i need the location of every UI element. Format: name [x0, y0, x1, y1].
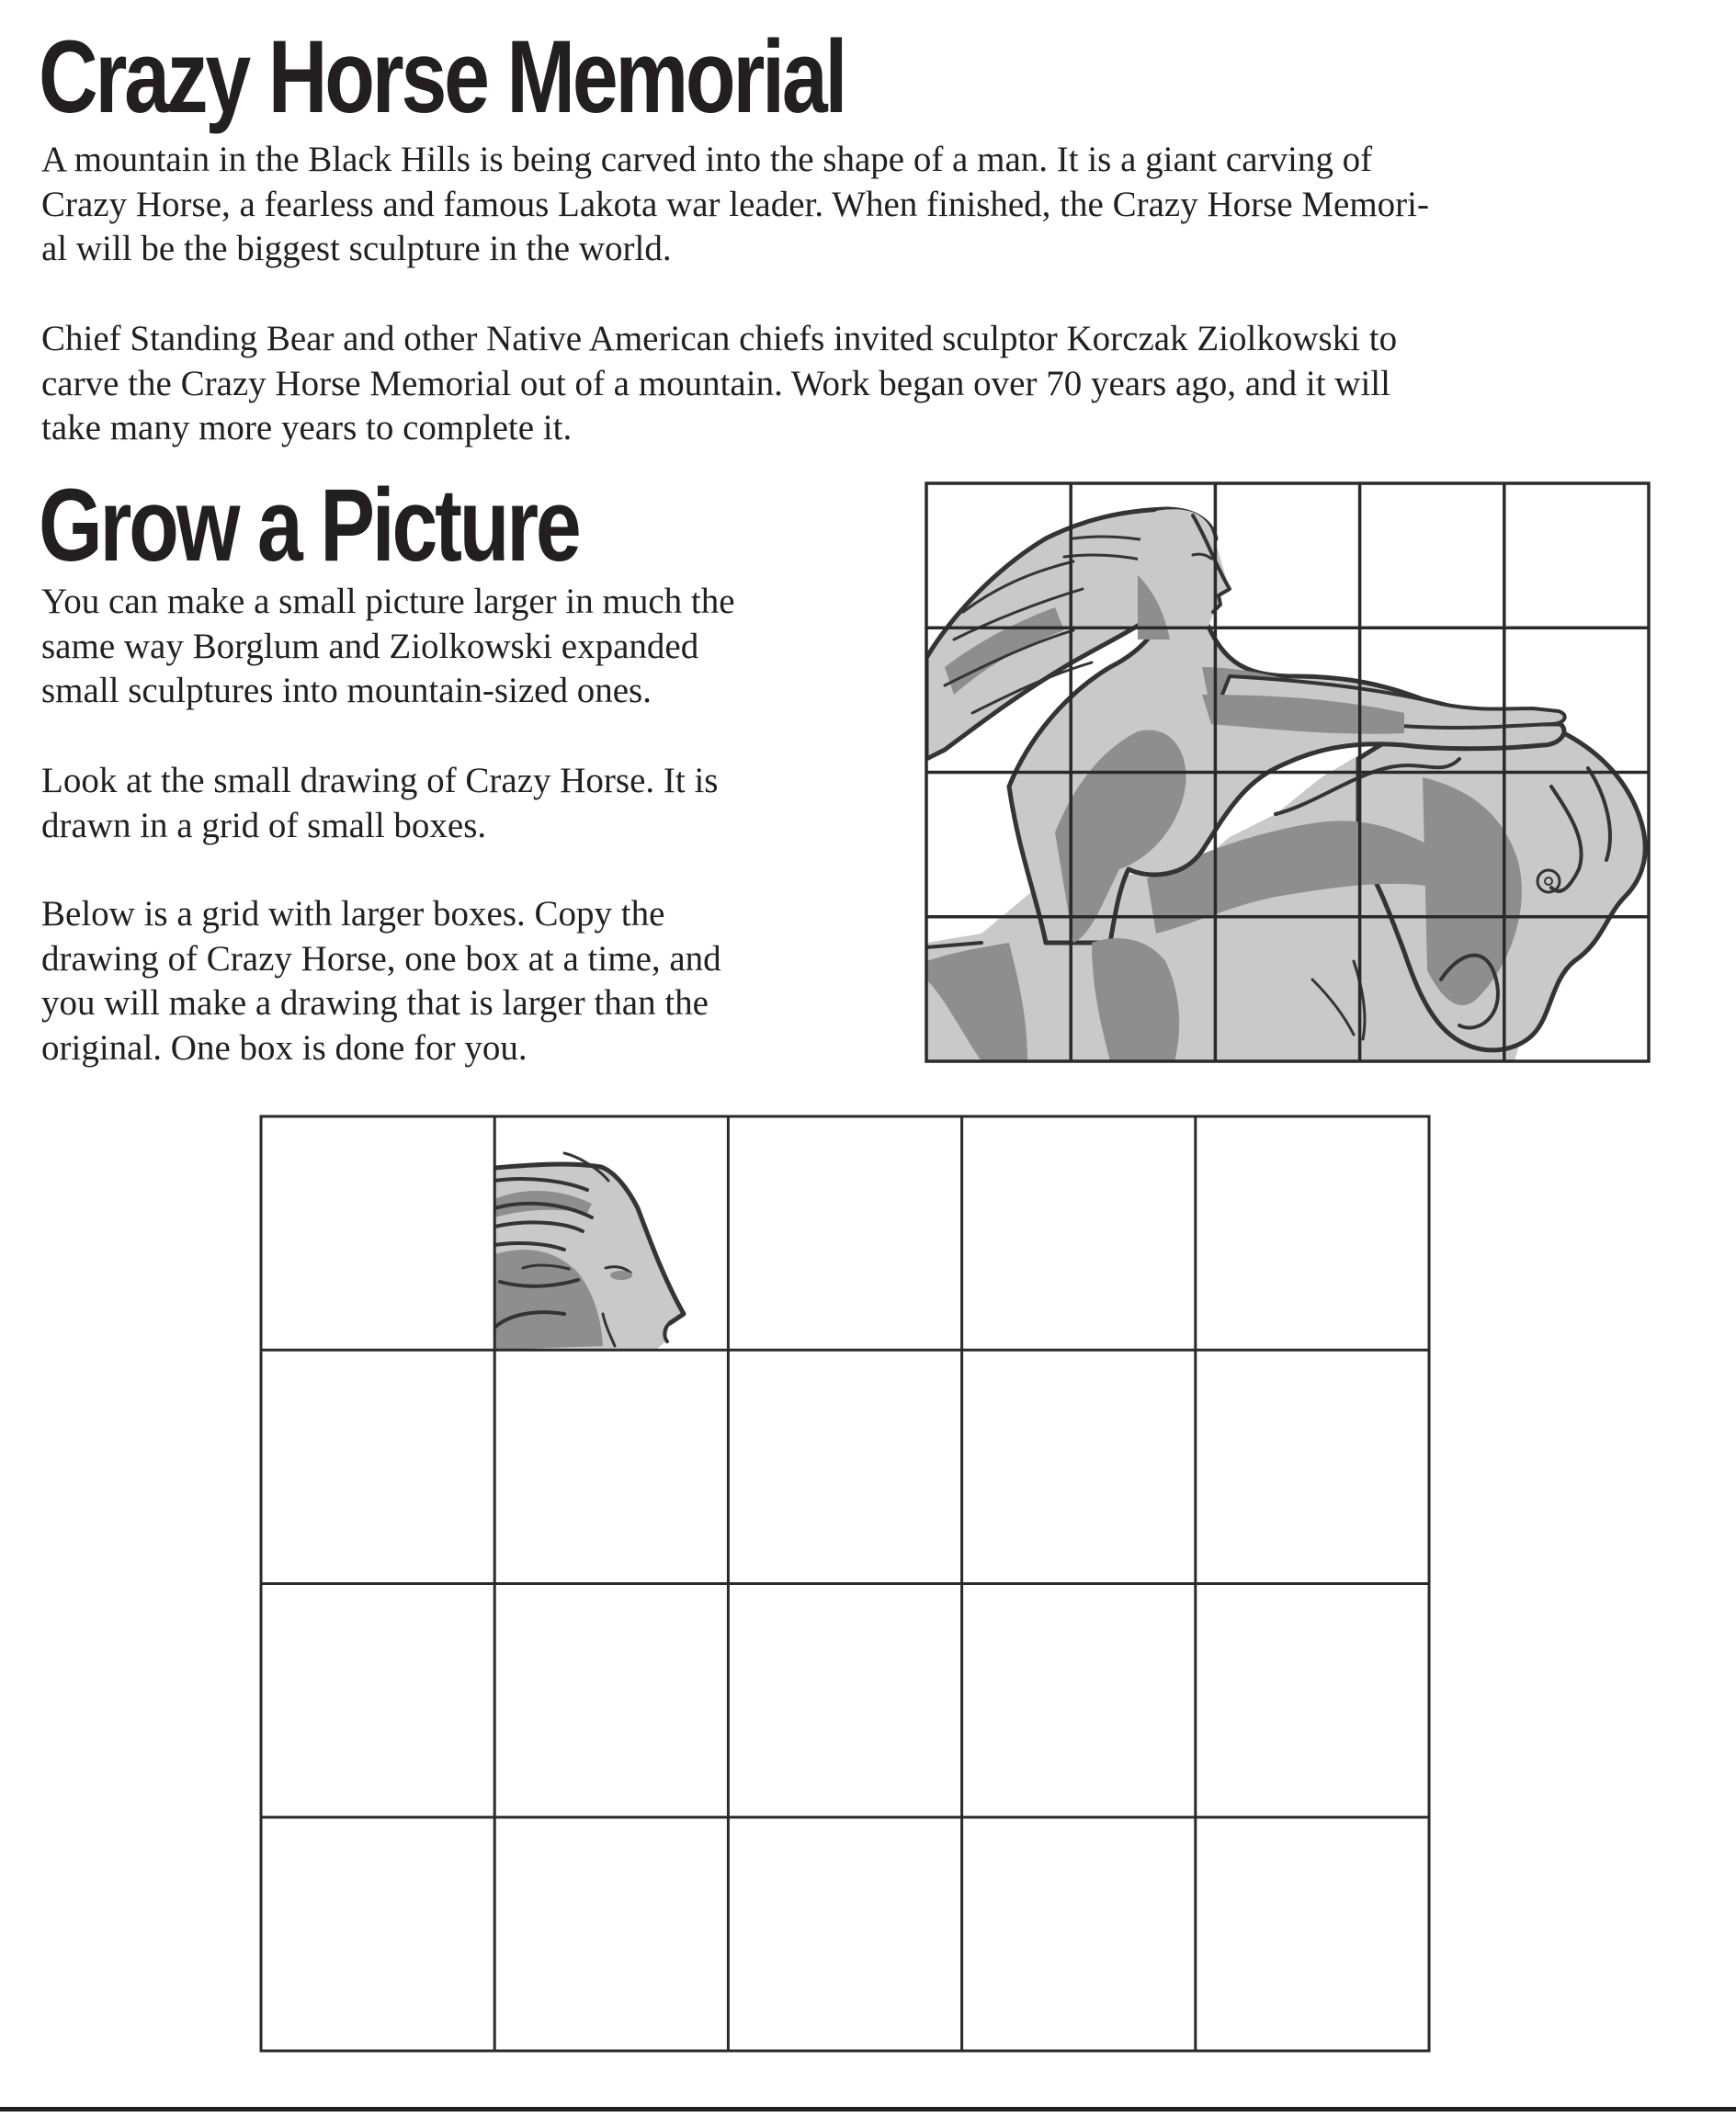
text-line: drawn in a grid of small boxes. [41, 805, 487, 845]
text-line: al will be the biggest sculpture in the world. [41, 229, 672, 268]
history-paragraph [41, 317, 1397, 451]
page-title: Crazy Horse Memorial [39, 19, 845, 134]
drawing-cell[interactable] [728, 1350, 961, 1583]
drawing-cell[interactable] [1196, 1116, 1429, 1350]
drawing-cell[interactable] [962, 1350, 1196, 1583]
drawing-cell[interactable] [494, 1350, 728, 1583]
text-line: Crazy Horse, a fearless and famous Lakota war leader. When finished, the Crazy Horse Memori- [41, 184, 1429, 224]
drawing-cell[interactable] [261, 1584, 494, 1817]
drawing-cell[interactable] [728, 1817, 961, 2051]
intro-paragraph [41, 138, 1429, 272]
drawing-cell[interactable] [261, 1116, 494, 1350]
text-line: you will make a drawing that is larger than the [41, 983, 709, 1023]
text-line: Chief Standing Bear and other Native American chiefs invited sculptor Korczak Ziolkowski to [41, 319, 1398, 358]
drawing-cell[interactable] [1196, 1817, 1429, 2051]
drawing-cell[interactable] [494, 1817, 728, 2051]
bottom-rule [0, 2107, 1736, 2111]
drawing-cell[interactable] [494, 1584, 728, 1817]
text-line: A mountain in the Black Hills is being carved into the shape of a man. It is a giant carving of [41, 140, 1373, 179]
drawing-cell[interactable] [1196, 1350, 1429, 1583]
drawing-cell[interactable] [261, 1817, 494, 2051]
drawing-cell[interactable] [728, 1584, 961, 1817]
drawing-cell[interactable] [261, 1350, 494, 1583]
text-line: small sculptures into mountain-sized ones. [41, 671, 652, 710]
text-line: carve the Crazy Horse Memorial out of a mountain. Work began over 70 years ago, and it will [41, 363, 1390, 403]
drawing-cell[interactable] [962, 1817, 1196, 2051]
text-line: take many more years to complete it. [41, 408, 573, 447]
text-line: original. One box is done for you. [41, 1027, 528, 1068]
instructions-paragraph-1 [41, 580, 735, 714]
text-line: same way Borglum and Ziolkowski expanded [41, 626, 699, 666]
crazy-horse-illustration [926, 483, 1649, 1061]
section-heading: Grow a Picture [39, 468, 579, 583]
drawing-grid [261, 1116, 1429, 2051]
drawing-cell[interactable] [1196, 1584, 1429, 1817]
text-line: You can make a small picture larger in much the [41, 582, 735, 621]
text-line: Below is a grid with larger boxes. Copy the [41, 894, 665, 934]
text-line: drawing of Crazy Horse, one box at a time, and [41, 938, 721, 979]
drawing-cell[interactable] [962, 1584, 1196, 1817]
instructions-paragraph-3 [41, 892, 721, 1070]
drawing-cell[interactable] [728, 1116, 961, 1350]
drawing-cell-completed[interactable] [494, 1116, 728, 1350]
drawing-cell[interactable] [962, 1116, 1196, 1350]
instructions-paragraph-2 [41, 759, 719, 848]
reference-grid [926, 483, 1649, 1061]
text-line: Look at the small drawing of Crazy Horse. It is [41, 761, 719, 800]
